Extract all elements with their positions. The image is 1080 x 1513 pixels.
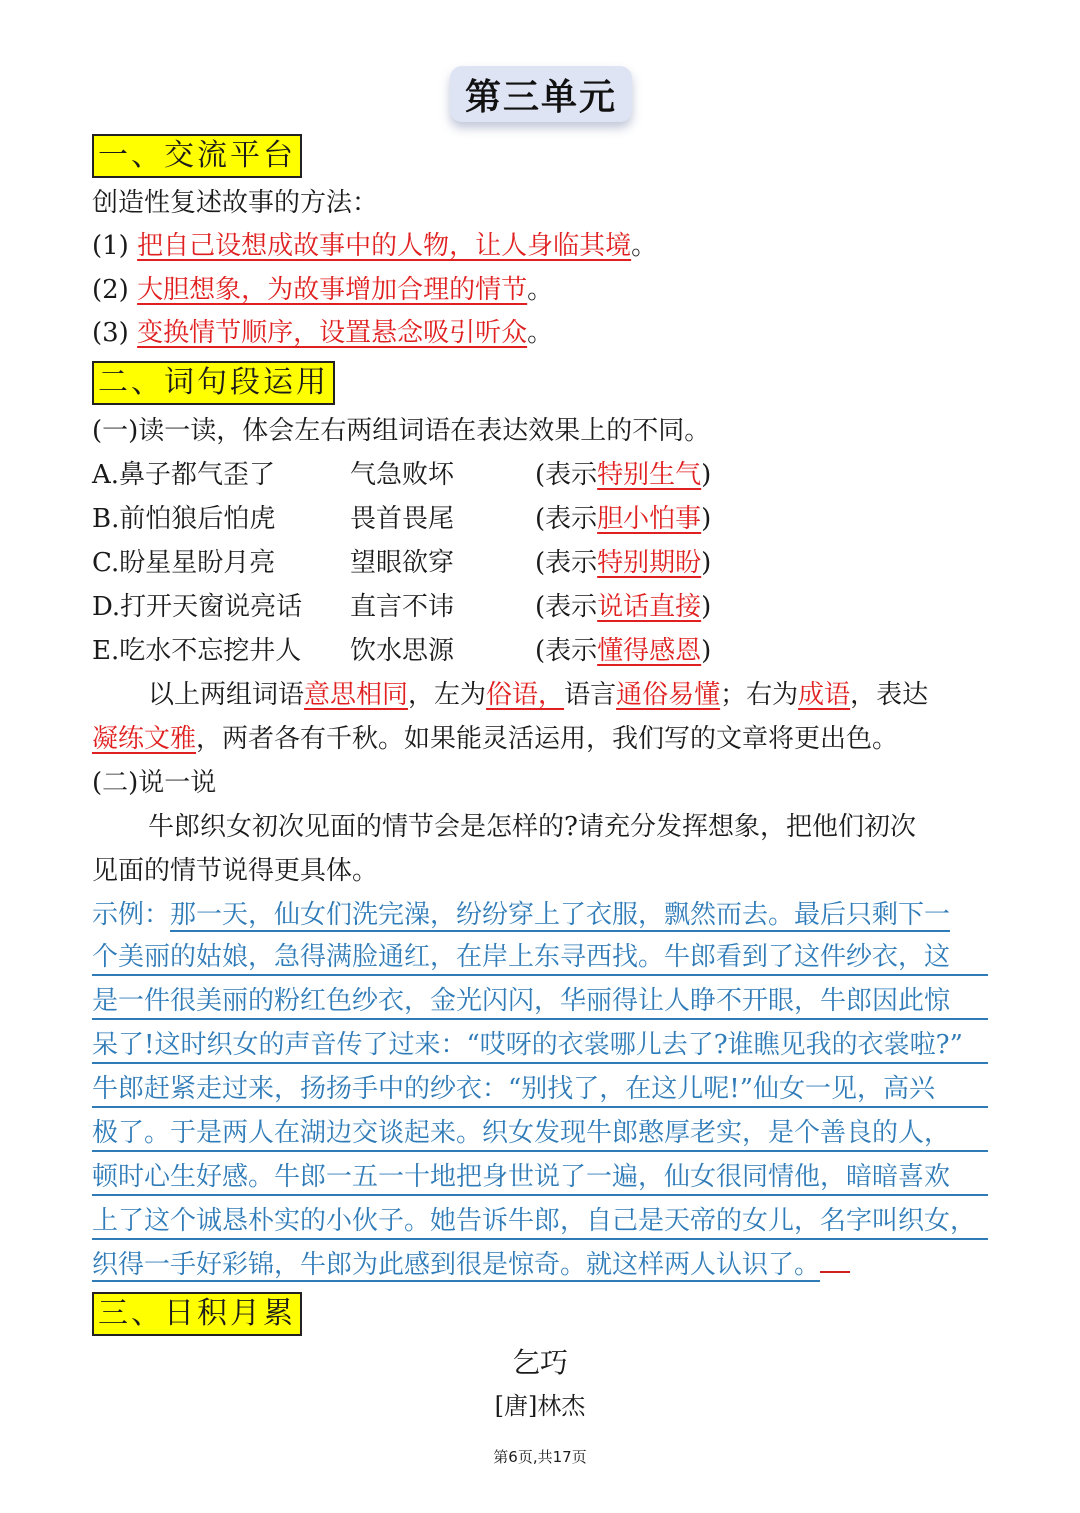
example-line: 上了这个诚恳朴实的小伙子。她告诉牛郎，自己是天帝的女儿，名字叫织女， xyxy=(92,1204,988,1240)
example-last-line xyxy=(92,1248,988,1282)
meaning-prefix: (表示 xyxy=(535,460,598,490)
example-first-line xyxy=(92,898,988,932)
meaning-prefix: (表示 xyxy=(535,548,598,578)
meaning-prefix: (表示 xyxy=(535,636,598,666)
prompt-line: 牛郎织女初次见面的情节会是怎样的?请充分发挥想象，把他们初次 xyxy=(148,812,916,842)
meaning-suffix: ) xyxy=(701,548,712,578)
prompt-line: 见面的情节说得更具体。 xyxy=(92,856,379,886)
summary-text: ，两者各有千秋。如果能灵活运用，我们写的文章将更出色。 xyxy=(196,724,899,754)
meaning-prefix: (表示 xyxy=(535,592,598,622)
page-footer: 第6页,共17页 xyxy=(493,1448,587,1466)
page-title: 第三单元 xyxy=(450,66,632,122)
method-answer: 大胆想象，为故事增加合理的情节 xyxy=(137,275,528,305)
meaning-suffix: ) xyxy=(701,504,712,534)
summary-line-1 xyxy=(148,678,928,712)
method-number: (2) xyxy=(92,275,129,305)
method-end: 。 xyxy=(527,318,554,348)
summary-answer: 凝练文雅 xyxy=(92,724,197,754)
word-left: B.前怕狼后怕虎 xyxy=(92,504,276,534)
meaning-prefix: (表示 xyxy=(535,504,598,534)
method-end: 。 xyxy=(631,231,658,261)
word-right: 气急败坏 xyxy=(350,460,455,490)
example-line: 是一件很美丽的粉红色纱衣，金光闪闪，华丽得让人睁不开眼，牛郎因此惊 xyxy=(92,984,988,1020)
meaning-suffix: ) xyxy=(701,592,712,622)
word-left: C.盼星星盼月亮 xyxy=(92,548,276,578)
word-meaning xyxy=(535,546,711,580)
example-label: 示例： xyxy=(92,900,171,930)
word-right: 望眼欲穿 xyxy=(350,548,455,578)
word-meaning xyxy=(535,590,711,624)
example-line: 极了。于是两人在湖边交谈起来。织女发现牛郎憨厚老实，是个善良的人， xyxy=(92,1116,988,1152)
meaning-answer: 胆小怕事 xyxy=(597,504,702,534)
summary-text: 语言 xyxy=(564,680,617,710)
example-text: 织得一手好彩锦，牛郎为此感到很是惊奇。就这样两人认识了。 xyxy=(92,1250,821,1280)
section1-heading: 一、交流平台 xyxy=(92,134,302,178)
part1-title: (一)读一读，体会左右两组词语在表达效果上的不同。 xyxy=(92,416,711,446)
summary-text: ，左为 xyxy=(408,680,487,710)
summary-answer: 俗语， xyxy=(486,680,565,710)
example-line: 呆了!这时织女的声音传了过来：“哎呀的衣裳哪儿去了?谁瞧见我的衣裳啦?” xyxy=(92,1028,988,1064)
example-line: 个美丽的姑娘，急得满脸通红，在岸上东寻西找。牛郎看到了这件纱衣，这 xyxy=(92,940,988,976)
section1-intro: 创造性复述故事的方法： xyxy=(92,188,379,218)
method-item xyxy=(92,229,657,263)
summary-line-2 xyxy=(92,722,898,756)
method-item xyxy=(92,273,553,307)
method-item xyxy=(92,316,553,350)
summary-text: 以上两组词语 xyxy=(148,680,305,710)
method-end: 。 xyxy=(527,275,554,305)
meaning-answer: 说话直接 xyxy=(597,592,702,622)
summary-text: ，表达 xyxy=(850,680,929,710)
meaning-suffix: ) xyxy=(701,636,712,666)
underline-tail xyxy=(820,1271,850,1273)
word-right: 畏首畏尾 xyxy=(350,504,455,534)
word-left: D.打开天窗说亮话 xyxy=(92,592,303,622)
poem-author: [唐]林杰 xyxy=(494,1392,586,1420)
section3-heading: 三、日积月累 xyxy=(92,1292,302,1336)
meaning-answer: 特别生气 xyxy=(597,460,702,490)
method-number: (3) xyxy=(92,318,129,348)
word-left: A.鼻子都气歪了 xyxy=(92,460,276,490)
word-right: 直言不讳 xyxy=(350,592,455,622)
method-answer: 变换情节顺序，设置悬念吸引听众 xyxy=(137,318,528,348)
example-line: 顿时心生好感。牛郎一五一十地把身世说了一遍，仙女很同情他，暗暗喜欢 xyxy=(92,1160,988,1196)
meaning-suffix: ) xyxy=(701,460,712,490)
poem-title: 乞巧 xyxy=(511,1346,568,1379)
word-meaning xyxy=(535,458,711,492)
word-meaning xyxy=(535,634,711,668)
summary-answer: 成语 xyxy=(798,680,851,710)
method-answer: 把自己设想成故事中的人物，让人身临其境 xyxy=(137,231,632,261)
summary-answer: 意思相同 xyxy=(304,680,409,710)
meaning-answer: 懂得感恩 xyxy=(597,636,702,666)
example-text: 那一天，仙女们洗完澡，纷纷穿上了衣服，飘然而去。最后只剩下一 xyxy=(170,900,951,930)
word-left: E.吃水不忘挖井人 xyxy=(92,636,302,666)
word-meaning xyxy=(535,502,711,536)
word-right: 饮水思源 xyxy=(350,636,455,666)
summary-text: ；右为 xyxy=(720,680,799,710)
summary-answer: 通俗易懂 xyxy=(616,680,721,710)
part2-title: (二)说一说 xyxy=(92,768,217,798)
method-number: (1) xyxy=(92,231,129,261)
meaning-answer: 特别期盼 xyxy=(597,548,702,578)
section2-heading: 二、词句段运用 xyxy=(92,361,335,405)
example-line: 牛郎赶紧走过来，扬扬手中的纱衣：“别找了，在这儿呢!”仙女一见，高兴 xyxy=(92,1072,988,1108)
